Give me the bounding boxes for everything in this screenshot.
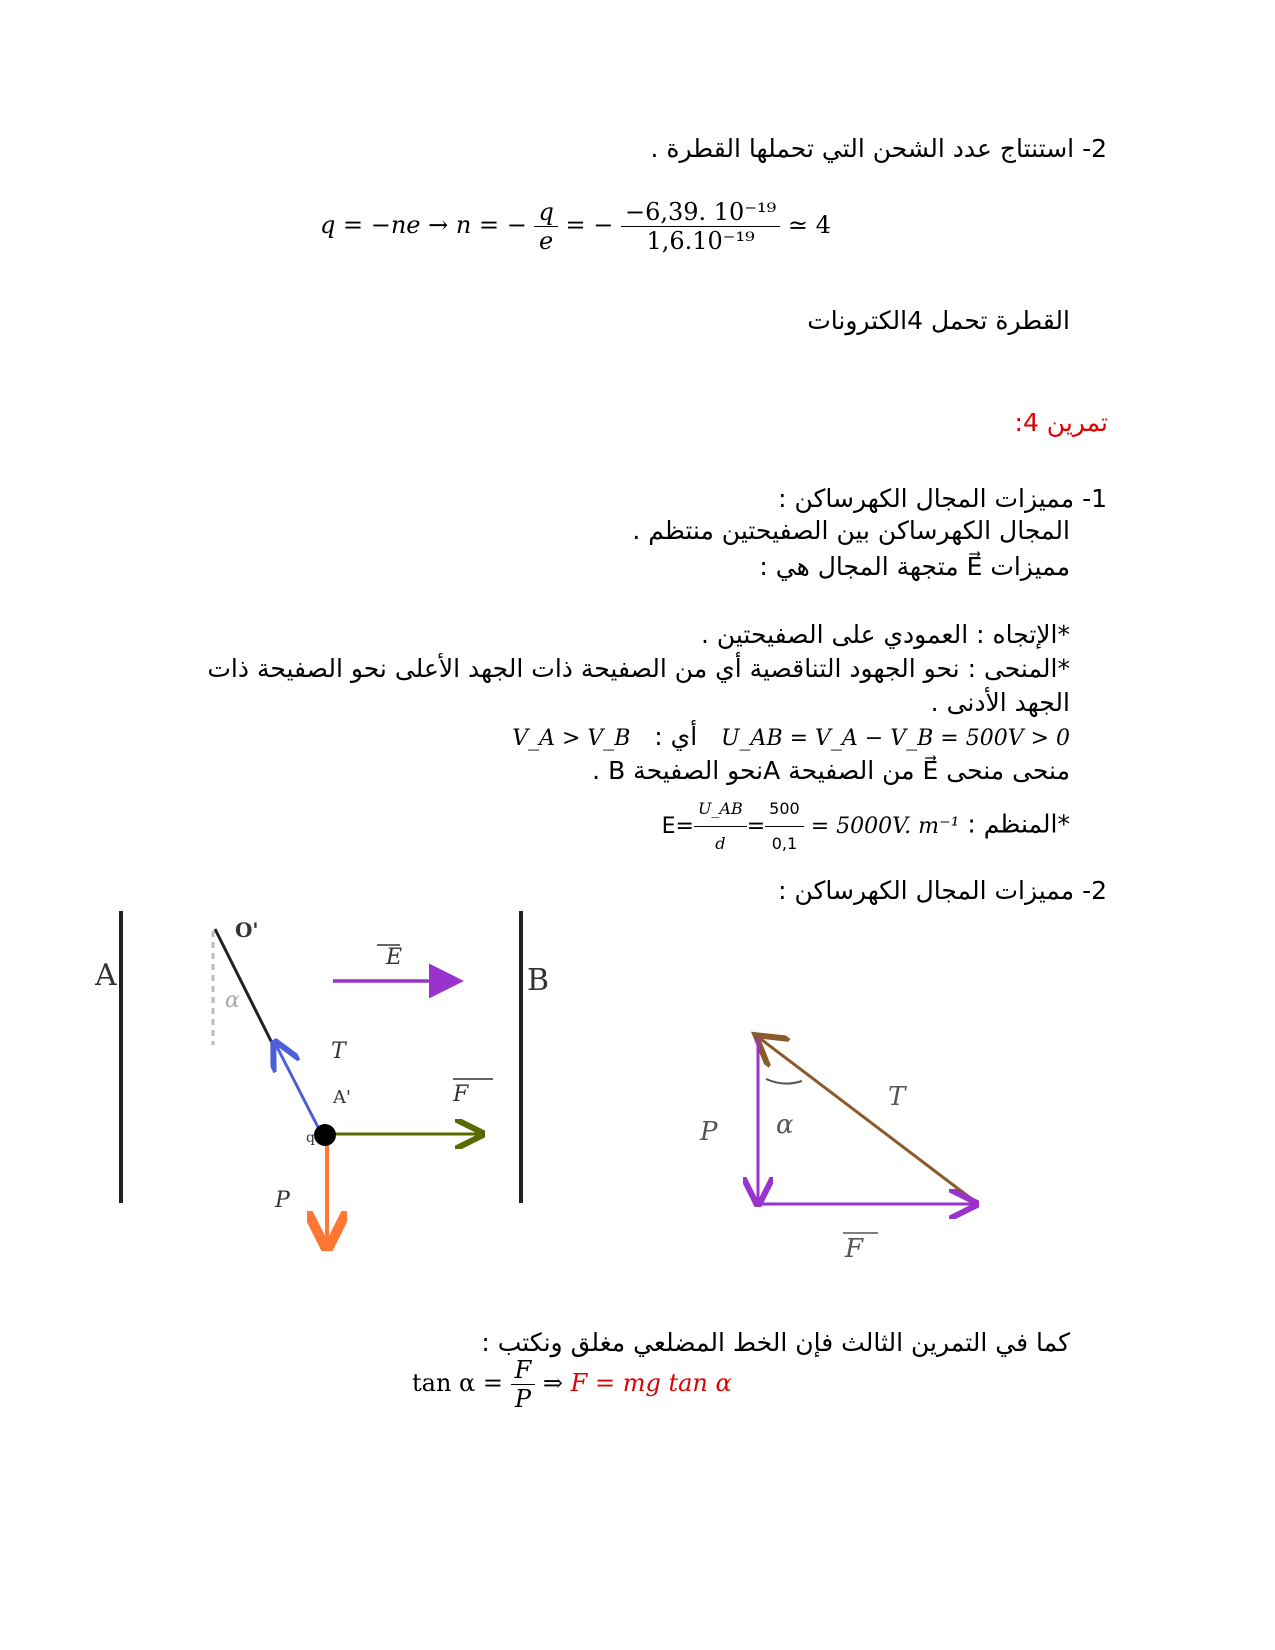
potential-inequality: V_A > V_B: [512, 726, 631, 751]
eq-lhs: q = −ne → n = −: [320, 211, 527, 239]
sense-line-c: منحى منحى E⃗ من الصفيحة Aنحو الصفيحة B .: [592, 756, 1070, 785]
implies-arrow: ⇒: [542, 1369, 564, 1397]
fraction-values: $\frac{\text{−6,39. 10⁻¹⁹}}{\text{1,6.10⁻¹⁹}}$: [621, 198, 780, 255]
norm-label: *المنظم :: [967, 809, 1070, 839]
conclusion-equation: [412, 1356, 732, 1413]
fraction-f-p: $\frac{F}{P}$: [511, 1356, 536, 1413]
part1-title: 1- مميزات المجال الكهرساكن :: [778, 484, 1107, 513]
q2-title: 2- استنتاج عدد الشحن التي تحملها القطرة .: [650, 134, 1107, 163]
pivot-label: O': [235, 918, 259, 942]
sense-line-a: *المنحى : نحو الجهود التناقصية أي من الصفيحة ذات الجهد الأعلى نحو الصفيحة ذات: [207, 654, 1070, 683]
angle-label: α: [776, 1110, 794, 1140]
field-label: E: [386, 945, 403, 970]
force-label: F: [845, 1234, 864, 1264]
weight-label: P: [700, 1117, 718, 1147]
force-triangle-figure: [680, 1005, 1015, 1295]
conclusion-text: كما في التمرين الثالث فإن الخط المضلعي مغلق ونكتب :: [481, 1328, 1070, 1357]
tension-label: T: [888, 1082, 906, 1112]
exercise-title: تمرين 4:: [1014, 408, 1108, 437]
charge-ball: [314, 1124, 336, 1146]
charge-label: q: [306, 1130, 315, 1146]
tension-label: T: [331, 1039, 346, 1064]
fraction-q-e: $\frac{q}{e}$: [534, 198, 557, 255]
eq-rhs: ≃ 4: [787, 211, 831, 239]
pendulum-figure: [75, 905, 575, 1265]
q2-result: القطرة تحمل 4الكترونات: [807, 306, 1070, 335]
potential-word: أي :: [654, 722, 698, 751]
part1-line1: المجال الكهرساكن بين الصفيحتين منتظم .: [632, 516, 1070, 545]
part2-title: 2- مميزات المجال الكهرساكن :: [778, 876, 1107, 905]
angle-label: α: [225, 988, 240, 1013]
norm-equation: E= $\frac{U\_AB}{d}$ = $\frac{500}{0,1}$ = 5000V. m⁻¹: [662, 814, 960, 839]
norm-line: [662, 792, 1070, 861]
plate-a-label: A: [95, 958, 117, 993]
point-label: A': [333, 1087, 351, 1108]
weight-label: P: [275, 1188, 290, 1213]
plate-b-label: B: [527, 963, 550, 998]
potential-equation: U_AB = V_A − V_B = 500V > 0: [721, 726, 1070, 751]
result-formula: F = mg tan α: [570, 1369, 732, 1397]
part1-line2: مميزات E⃗ متجهة المجال هي :: [759, 552, 1070, 581]
tan-lhs: tan α =: [412, 1369, 503, 1397]
eq-mid: = −: [565, 211, 614, 239]
potential-line: [512, 720, 1070, 756]
direction-line: *الإتجاه : العمودي على الصفيحتين .: [700, 620, 1070, 649]
sense-line-b: الجهد الأدنى .: [930, 688, 1070, 717]
q2-equation: [320, 198, 831, 255]
force-label: F: [453, 1082, 469, 1107]
